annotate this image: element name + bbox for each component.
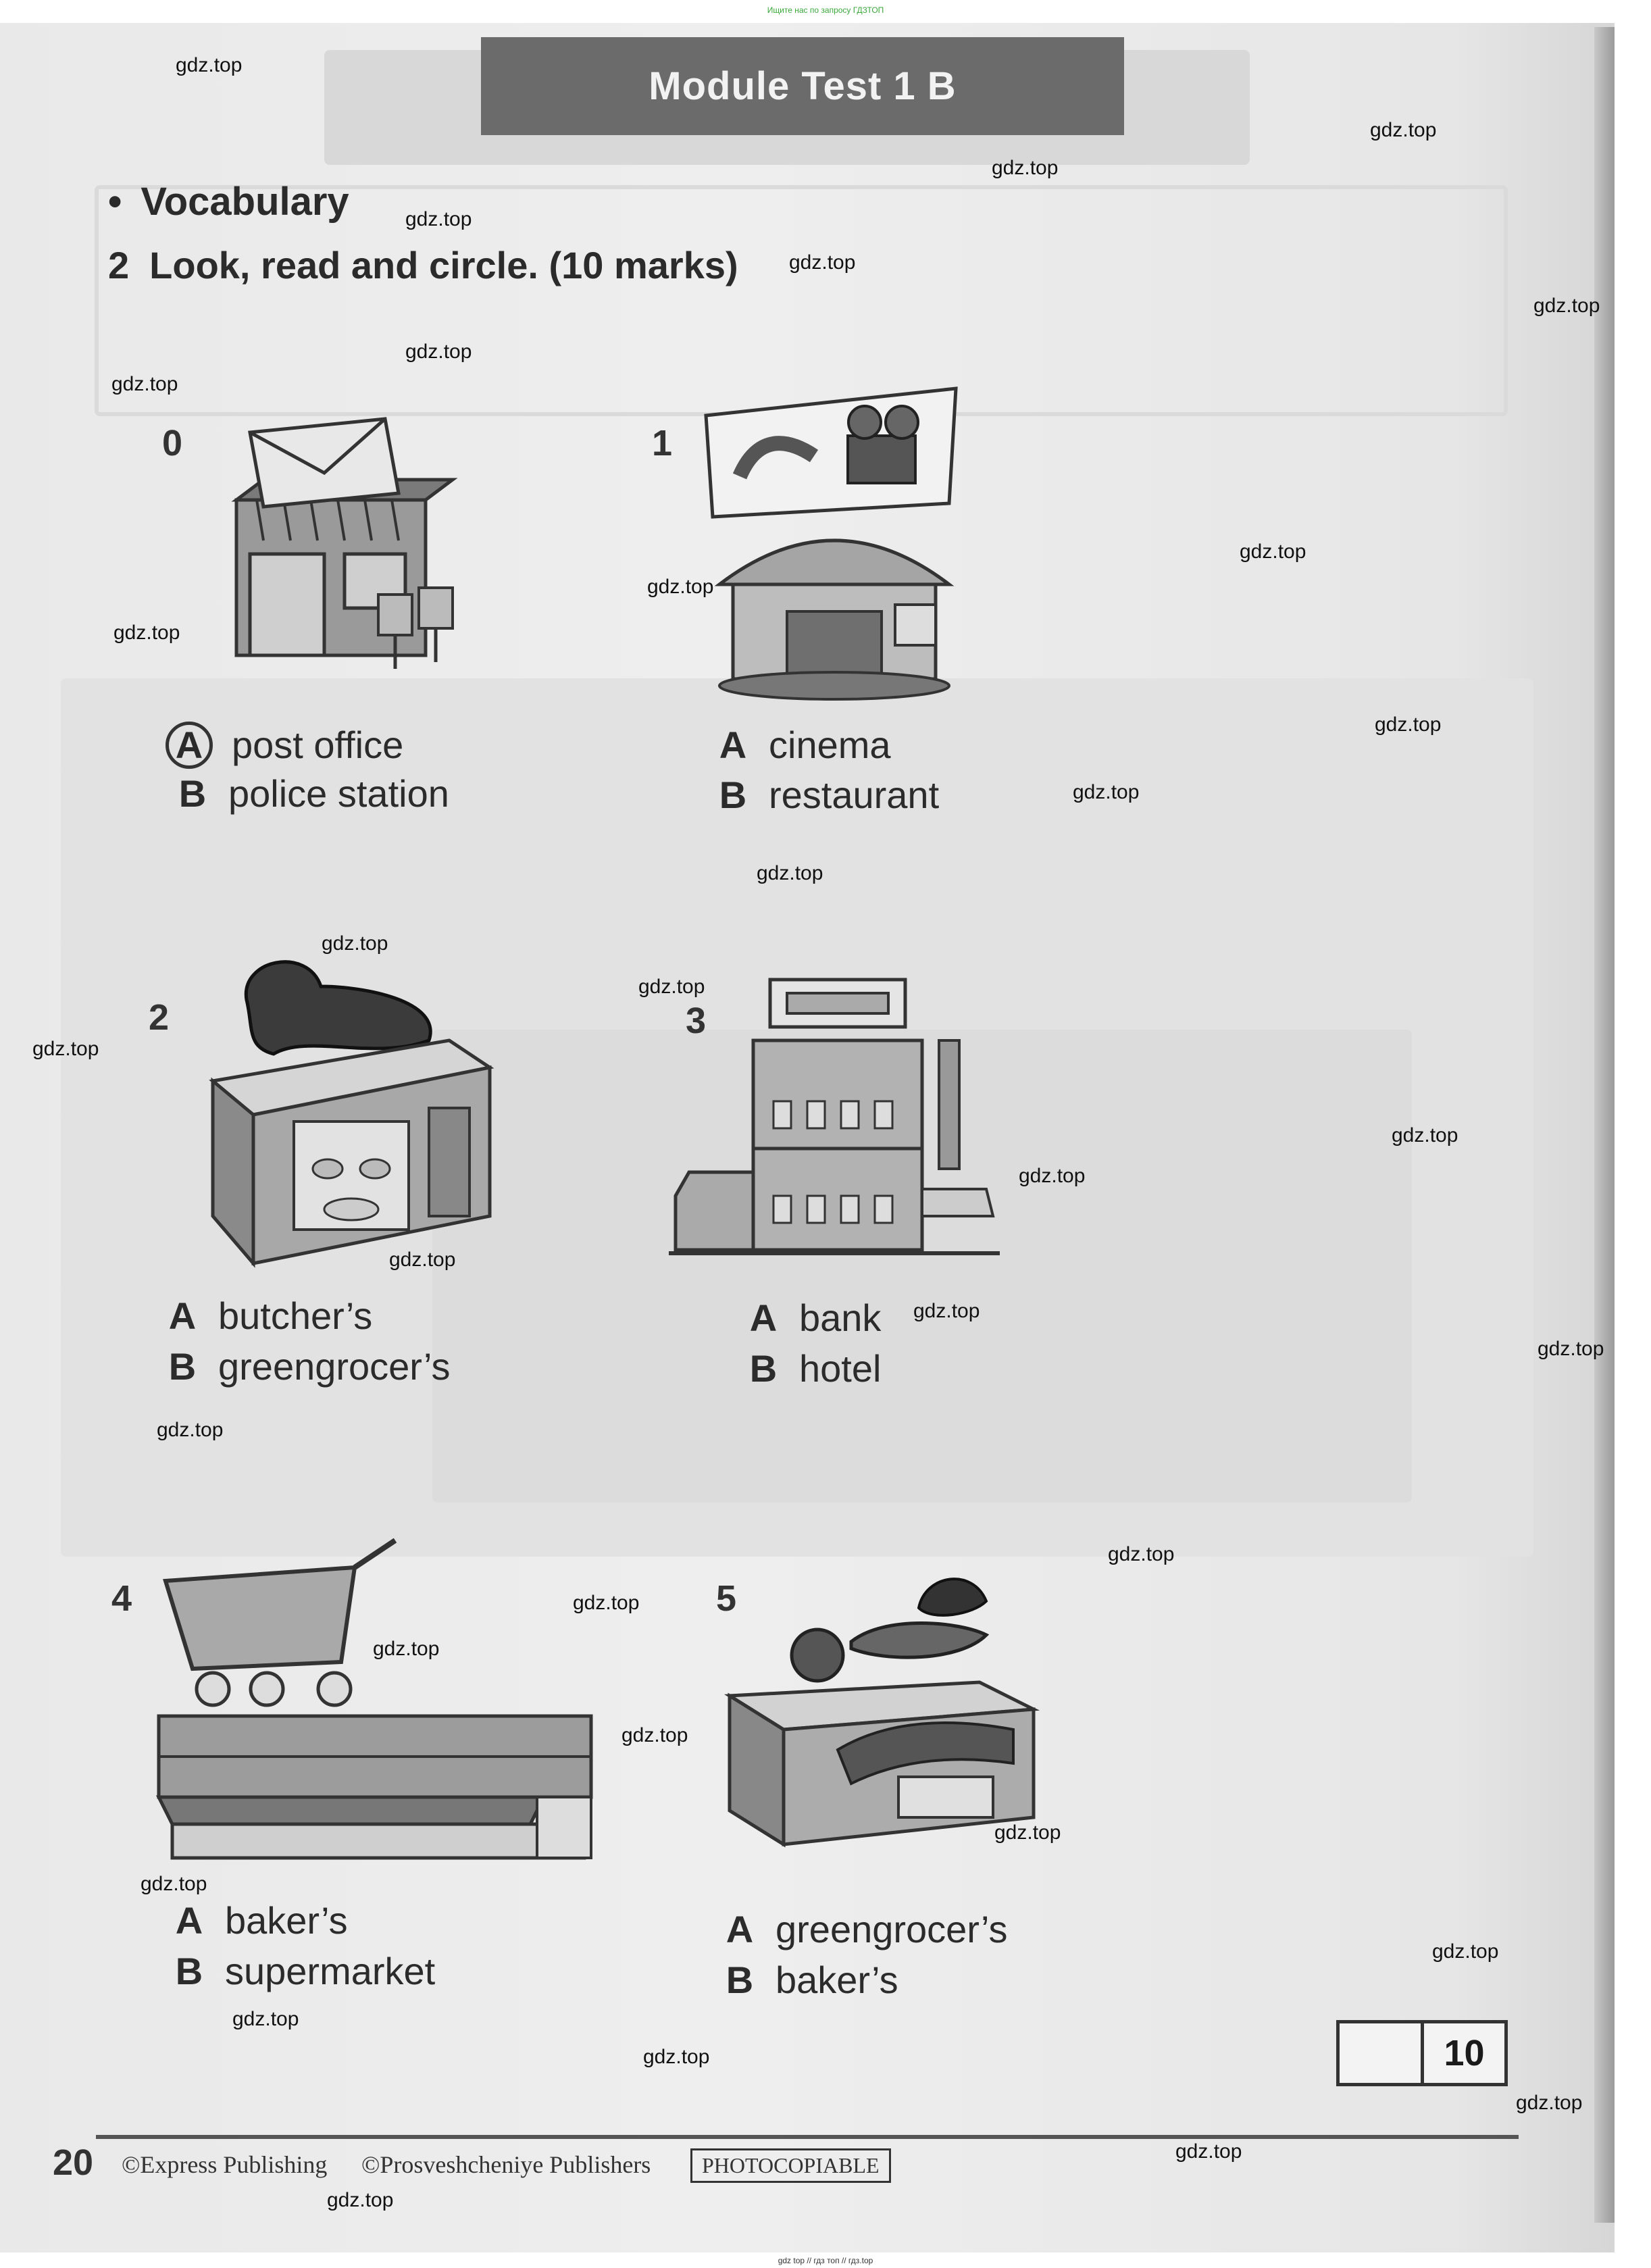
watermark: gdz.top xyxy=(992,157,1059,179)
watermark: gdz.top xyxy=(1019,1165,1086,1187)
watermark: gdz.top xyxy=(757,862,823,884)
watermark: gdz.top xyxy=(113,622,180,644)
item-4-option-b-letter: B xyxy=(175,1950,203,1992)
item-4-option-a[interactable] xyxy=(166,1898,348,1942)
item-5-option-a-letter: A xyxy=(726,1908,754,1950)
item-2-option-a[interactable] xyxy=(159,1294,372,1338)
item-1-option-b[interactable] xyxy=(709,773,939,817)
item-0-option-b-text: police station xyxy=(228,772,449,815)
item-2-option-a-text: butcher’s xyxy=(218,1294,373,1337)
item-number-4: 4 xyxy=(111,1578,132,1619)
watermark: gdz.top xyxy=(157,1419,224,1441)
watermark: gdz.top xyxy=(389,1249,456,1271)
watermark: gdz.top xyxy=(638,976,705,998)
watermark: gdz.top xyxy=(1432,1940,1499,1963)
watermark: gdz.top xyxy=(1375,713,1442,736)
page-number: 20 xyxy=(53,2142,94,2183)
bottom-banner[interactable]: gdz top // гдз топ // гдз.top xyxy=(0,2254,1651,2268)
item-number-5: 5 xyxy=(716,1578,737,1619)
watermark: gdz.top xyxy=(1392,1124,1458,1146)
item-number-3: 3 xyxy=(686,1001,707,1041)
item-3-option-b-text: hotel xyxy=(799,1347,882,1390)
watermark: gdz.top xyxy=(405,208,472,230)
watermark: gdz.top xyxy=(621,1724,688,1746)
watermark: gdz.top xyxy=(1073,781,1140,803)
watermark: gdz.top xyxy=(1533,295,1600,317)
watermark: gdz.top xyxy=(322,932,388,955)
task-instruction xyxy=(108,243,738,287)
watermark: gdz.top xyxy=(141,1873,207,1895)
item-5-option-a[interactable] xyxy=(716,1907,1007,1951)
item-0-option-a[interactable] xyxy=(166,722,403,769)
watermark: gdz.top xyxy=(1538,1338,1604,1360)
item-4-option-a-text: baker’s xyxy=(225,1899,348,1942)
butchers-illustration xyxy=(172,946,510,1270)
watermark: gdz.top xyxy=(373,1638,440,1660)
item-number-1: 1 xyxy=(652,423,673,463)
item-4-option-b[interactable] xyxy=(166,1949,435,1993)
item-5-option-b[interactable] xyxy=(716,1958,898,2002)
item-0-option-a-text: post office xyxy=(232,724,404,766)
watermark: gdz.top xyxy=(1108,1543,1175,1565)
item-1-option-b-text: restaurant xyxy=(769,774,940,816)
item-3-option-a-text: bank xyxy=(799,1296,882,1339)
hotel-illustration xyxy=(669,966,1007,1270)
item-1-option-a[interactable] xyxy=(709,723,891,767)
section-heading xyxy=(108,179,349,224)
item-number-0: 0 xyxy=(162,423,183,463)
publisher-express: ©Express Publishing xyxy=(122,2151,328,2178)
score-input-cell[interactable] xyxy=(1340,2023,1424,2083)
watermark: gdz.top xyxy=(789,251,856,274)
item-4-option-a-letter: A xyxy=(175,1899,203,1942)
watermark: gdz.top xyxy=(643,2046,710,2068)
item-3-option-b[interactable] xyxy=(740,1346,881,1390)
supermarket-illustration xyxy=(152,1527,605,1865)
watermark: gdz.top xyxy=(1516,2092,1583,2114)
publisher-prosveshcheniye: ©Prosveshcheniye Publishers xyxy=(361,2151,651,2178)
task-number: 2 xyxy=(108,244,130,286)
item-0-option-b-letter: B xyxy=(178,772,207,815)
section-label: Vocabulary xyxy=(141,180,349,224)
greengrocers-illustration xyxy=(716,1547,1054,1851)
score-box[interactable] xyxy=(1336,2020,1508,2086)
item-2-option-a-letter: A xyxy=(168,1294,197,1337)
page-edge xyxy=(1594,27,1615,2223)
watermark: gdz.top xyxy=(1240,540,1306,563)
watermark: gdz.top xyxy=(1175,2140,1242,2163)
item-1-option-a-text: cinema xyxy=(769,724,891,766)
watermark: gdz.top xyxy=(232,2008,299,2030)
watermark: gdz.top xyxy=(573,1592,640,1614)
item-3-option-a-letter: A xyxy=(749,1296,778,1339)
cinema-illustration xyxy=(699,382,969,706)
item-5-option-b-letter: B xyxy=(726,1959,754,2001)
watermark: gdz.top xyxy=(176,54,243,76)
top-banner[interactable]: Ищите нас по запросу ГДЗТОП xyxy=(0,0,1651,23)
item-0-option-a-letter: A xyxy=(166,722,213,769)
bullet-icon: • xyxy=(108,180,122,224)
item-2-option-b-letter: B xyxy=(168,1345,197,1388)
photocopiable-label: PHOTOCOPIABLE xyxy=(690,2148,891,2183)
item-5-option-a-text: greengrocer’s xyxy=(776,1908,1008,1950)
watermark: gdz.top xyxy=(111,373,178,395)
watermark: gdz.top xyxy=(647,576,714,598)
footer-divider xyxy=(96,2135,1519,2139)
page-title: Module Test 1 B xyxy=(481,37,1124,135)
item-number-2: 2 xyxy=(149,997,170,1038)
item-2-option-b-text: greengrocer’s xyxy=(218,1345,451,1388)
item-4-option-b-text: supermarket xyxy=(225,1950,436,1992)
watermark: gdz.top xyxy=(405,341,472,363)
item-5-option-b-text: baker’s xyxy=(776,1959,898,2001)
item-0-option-b[interactable] xyxy=(169,772,449,815)
item-3-option-a[interactable] xyxy=(740,1296,881,1340)
watermark: gdz.top xyxy=(327,2189,394,2211)
post-office-illustration xyxy=(223,405,480,676)
watermark: gdz.top xyxy=(994,1821,1061,1844)
watermark: gdz.top xyxy=(1370,119,1437,141)
task-text: Look, read and circle. (10 marks) xyxy=(149,244,738,286)
watermark: gdz.top xyxy=(32,1038,99,1060)
item-1-option-a-letter: A xyxy=(719,724,747,766)
watermark: gdz.top xyxy=(913,1300,980,1322)
score-max: 10 xyxy=(1444,2033,1485,2073)
item-3-option-b-letter: B xyxy=(749,1347,778,1390)
item-2-option-b[interactable] xyxy=(159,1344,450,1388)
item-1-option-b-letter: B xyxy=(719,774,747,816)
